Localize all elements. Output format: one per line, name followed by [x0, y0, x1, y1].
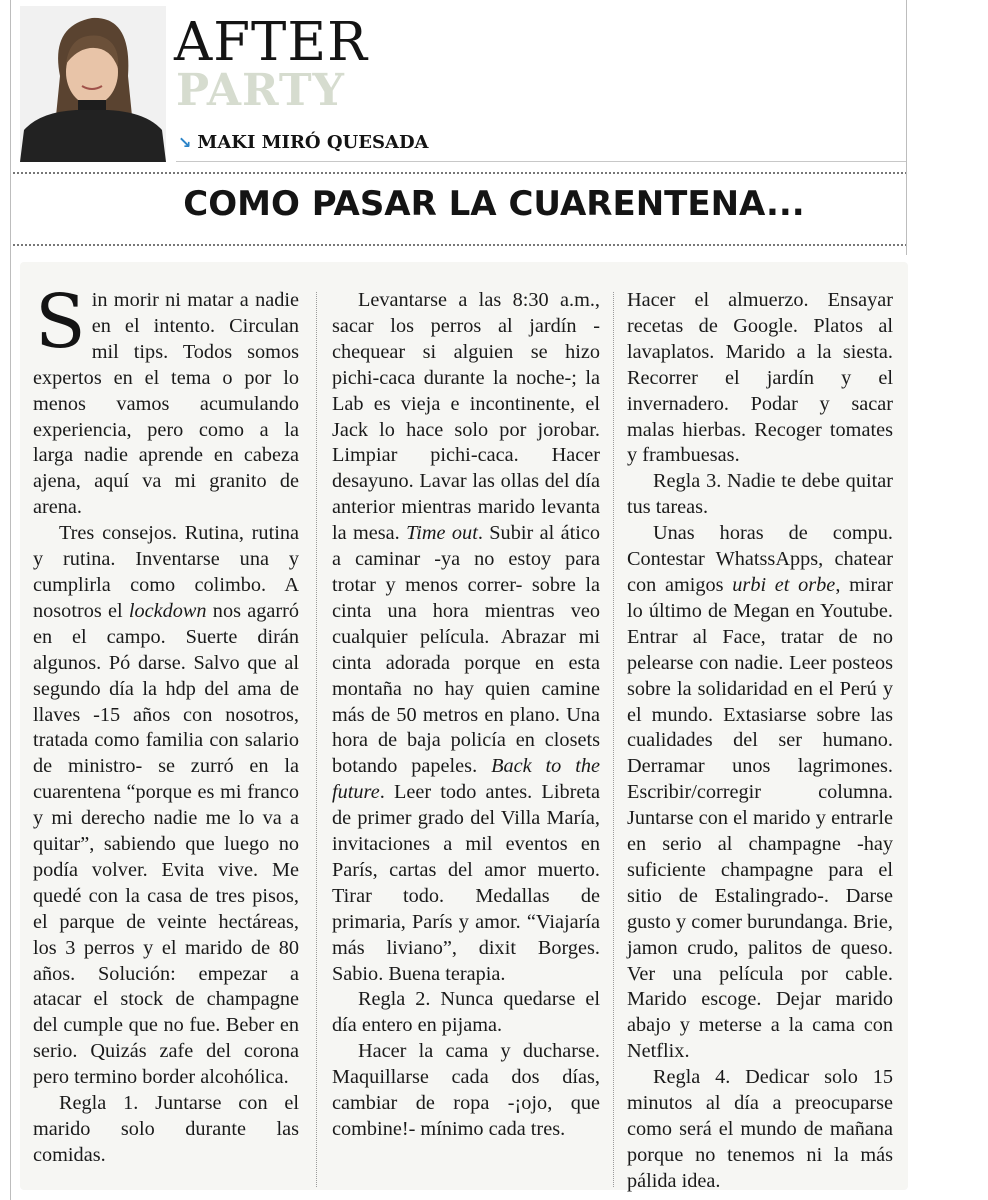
page-border-left	[10, 0, 11, 1200]
article-column-2	[332, 288, 600, 1143]
paragraph-text: Levantarse a las 8:30 a.m., sacar los perros al jardín -chequear si alguien se hizo pichi-caca durante la noche-; la Lab es vieja e incontinente, el Jack lo hace solo por jorobar. Limpiar pichi-caca. Hacer desayuno. Lavar las ollas del día anterior mientras marido levanta la mesa.	[332, 289, 600, 545]
paragraph	[33, 279, 299, 521]
column-divider	[316, 292, 317, 1187]
dotted-rule-bottom	[12, 244, 906, 246]
paragraph: Regla 1. Juntarse con el marido solo durante las comidas.	[33, 1092, 299, 1166]
paragraph: Hacer la cama y ducharse. Maquillarse cada dos días, cambiar de ropa -¡ojo, que combine!- mínimo cada tres.	[332, 1040, 600, 1140]
author-photo	[20, 6, 166, 162]
article-column-3	[627, 288, 893, 1195]
paragraph	[627, 521, 893, 1065]
paragraph-text: . Leer todo antes. Libreta de primer grado del Villa María, invitaciones a mil eventos en París, cartas del amor muerto. Tirar todo. Medallas de primaria, París y amor. “Viajaría más liviano”, dixit Borges. Sabio. Buena terapia.	[332, 781, 600, 985]
byline-rule	[176, 161, 906, 162]
paragraph-text: , mirar lo último de Megan en Youtube. Entrar al Face, tratar de no pelearse con nadie. Leer posteos sobre la solidaridad en el Perú y el mundo. Extasiarse sobre las cualidades del ser humano. Derramar unos lagrimones. Escribir/corregir columna. Juntarse con el marido y entrarle en serio al champagne -hay suficiente champagne para el sitio de Estalingrado-. Darse gusto y comer burundanga. Brie, jamon crudo, palitos de queso. Ver una película por cable. Marido escoge. Dejar marido abajo y meterse a la cama con Netflix.	[627, 573, 894, 1063]
headline: COMO PASAR LA CUARENTENA...	[183, 184, 805, 224]
dotted-rule-top	[12, 172, 906, 174]
paragraph-text: Tres consejos. Rutina, rutina y rutina. Inventarse una y cumplirla como colimbo. A nosotros el	[33, 522, 299, 622]
paragraph	[332, 288, 600, 987]
emphasis-text: lockdown	[128, 599, 207, 622]
column-divider	[613, 292, 614, 1187]
paragraph-text: nos agarró en el campo. Suerte dirán algunos. Pó darse. Salvo que al segundo día la hdp del ama de llaves -15 años con nosotros, tratada como familia con salario de ministro- se zurró en la cuarentena “porque es mi franco y mi derecho nadie me lo va a quitar”, sabiendo que luego no podía volver. Evita vive. Me quedé con la casa de tres pisos, el parque de veinte hectáreas, los 3 perros y el marido de 80 años. Solución: empezar a atacar el stock de champagne del cumple que no fue. Beber en serio. Quizás zafe del corona pero termino border alcohólica.	[33, 599, 300, 1089]
paragraph-text: in morir ni matar a nadie en el intento. Circulan mil tips. Todos somos expertos en el tema o por lo menos vamos acumulando experiencia, pero como a la larga nadie aprende en cabeza ajena, aquí va mi granito de arena.	[33, 289, 299, 519]
drop-cap: S	[35, 279, 86, 365]
paragraph	[33, 521, 299, 1091]
arrow-down-right-icon: ↘	[178, 133, 192, 152]
emphasis-text: urbi et orbe	[732, 573, 836, 596]
paragraph-text: . Subir al ático a caminar -ya no estoy para trotar y menos correr- sobre la cinta una hora mientras veo cualquier película. Abrazar mi cinta adorada porque en esta montaña no hay quien camine más de 50 metros en plano. Una hora de baja policía en closets botando papeles.	[332, 522, 600, 778]
paragraph: Regla 3. Nadie te debe quitar tus tareas.	[627, 470, 893, 519]
author-name: MAKI MIRÓ QUESADA	[197, 132, 429, 153]
paragraph: Regla 4. Dedicar solo 15 minutos al día a preocuparse como será el mundo de mañana porque no tenemos ni la más pálida idea.	[627, 1066, 893, 1192]
column-title-after: AFTER	[174, 12, 368, 73]
paragraph-text: Unas horas de compu. Contestar WhatssApps, chatear con amigos	[627, 522, 893, 596]
paragraph: Hacer el almuerzo. Ensayar recetas de Google. Platos al lavaplatos. Marido a la siesta. Recorrer el jardín y el invernadero. Podar y sacar malas hierbas. Recoger tomates y frambuesas.	[627, 289, 893, 467]
emphasis-text: Back to the future	[332, 755, 600, 804]
column-title-party: PARTY	[176, 65, 345, 116]
byline	[178, 132, 429, 153]
article-column-1	[33, 279, 300, 1169]
paragraph: Regla 2. Nunca quedarse el día entero en pijama.	[332, 988, 600, 1037]
emphasis-text: Time out	[406, 522, 478, 545]
